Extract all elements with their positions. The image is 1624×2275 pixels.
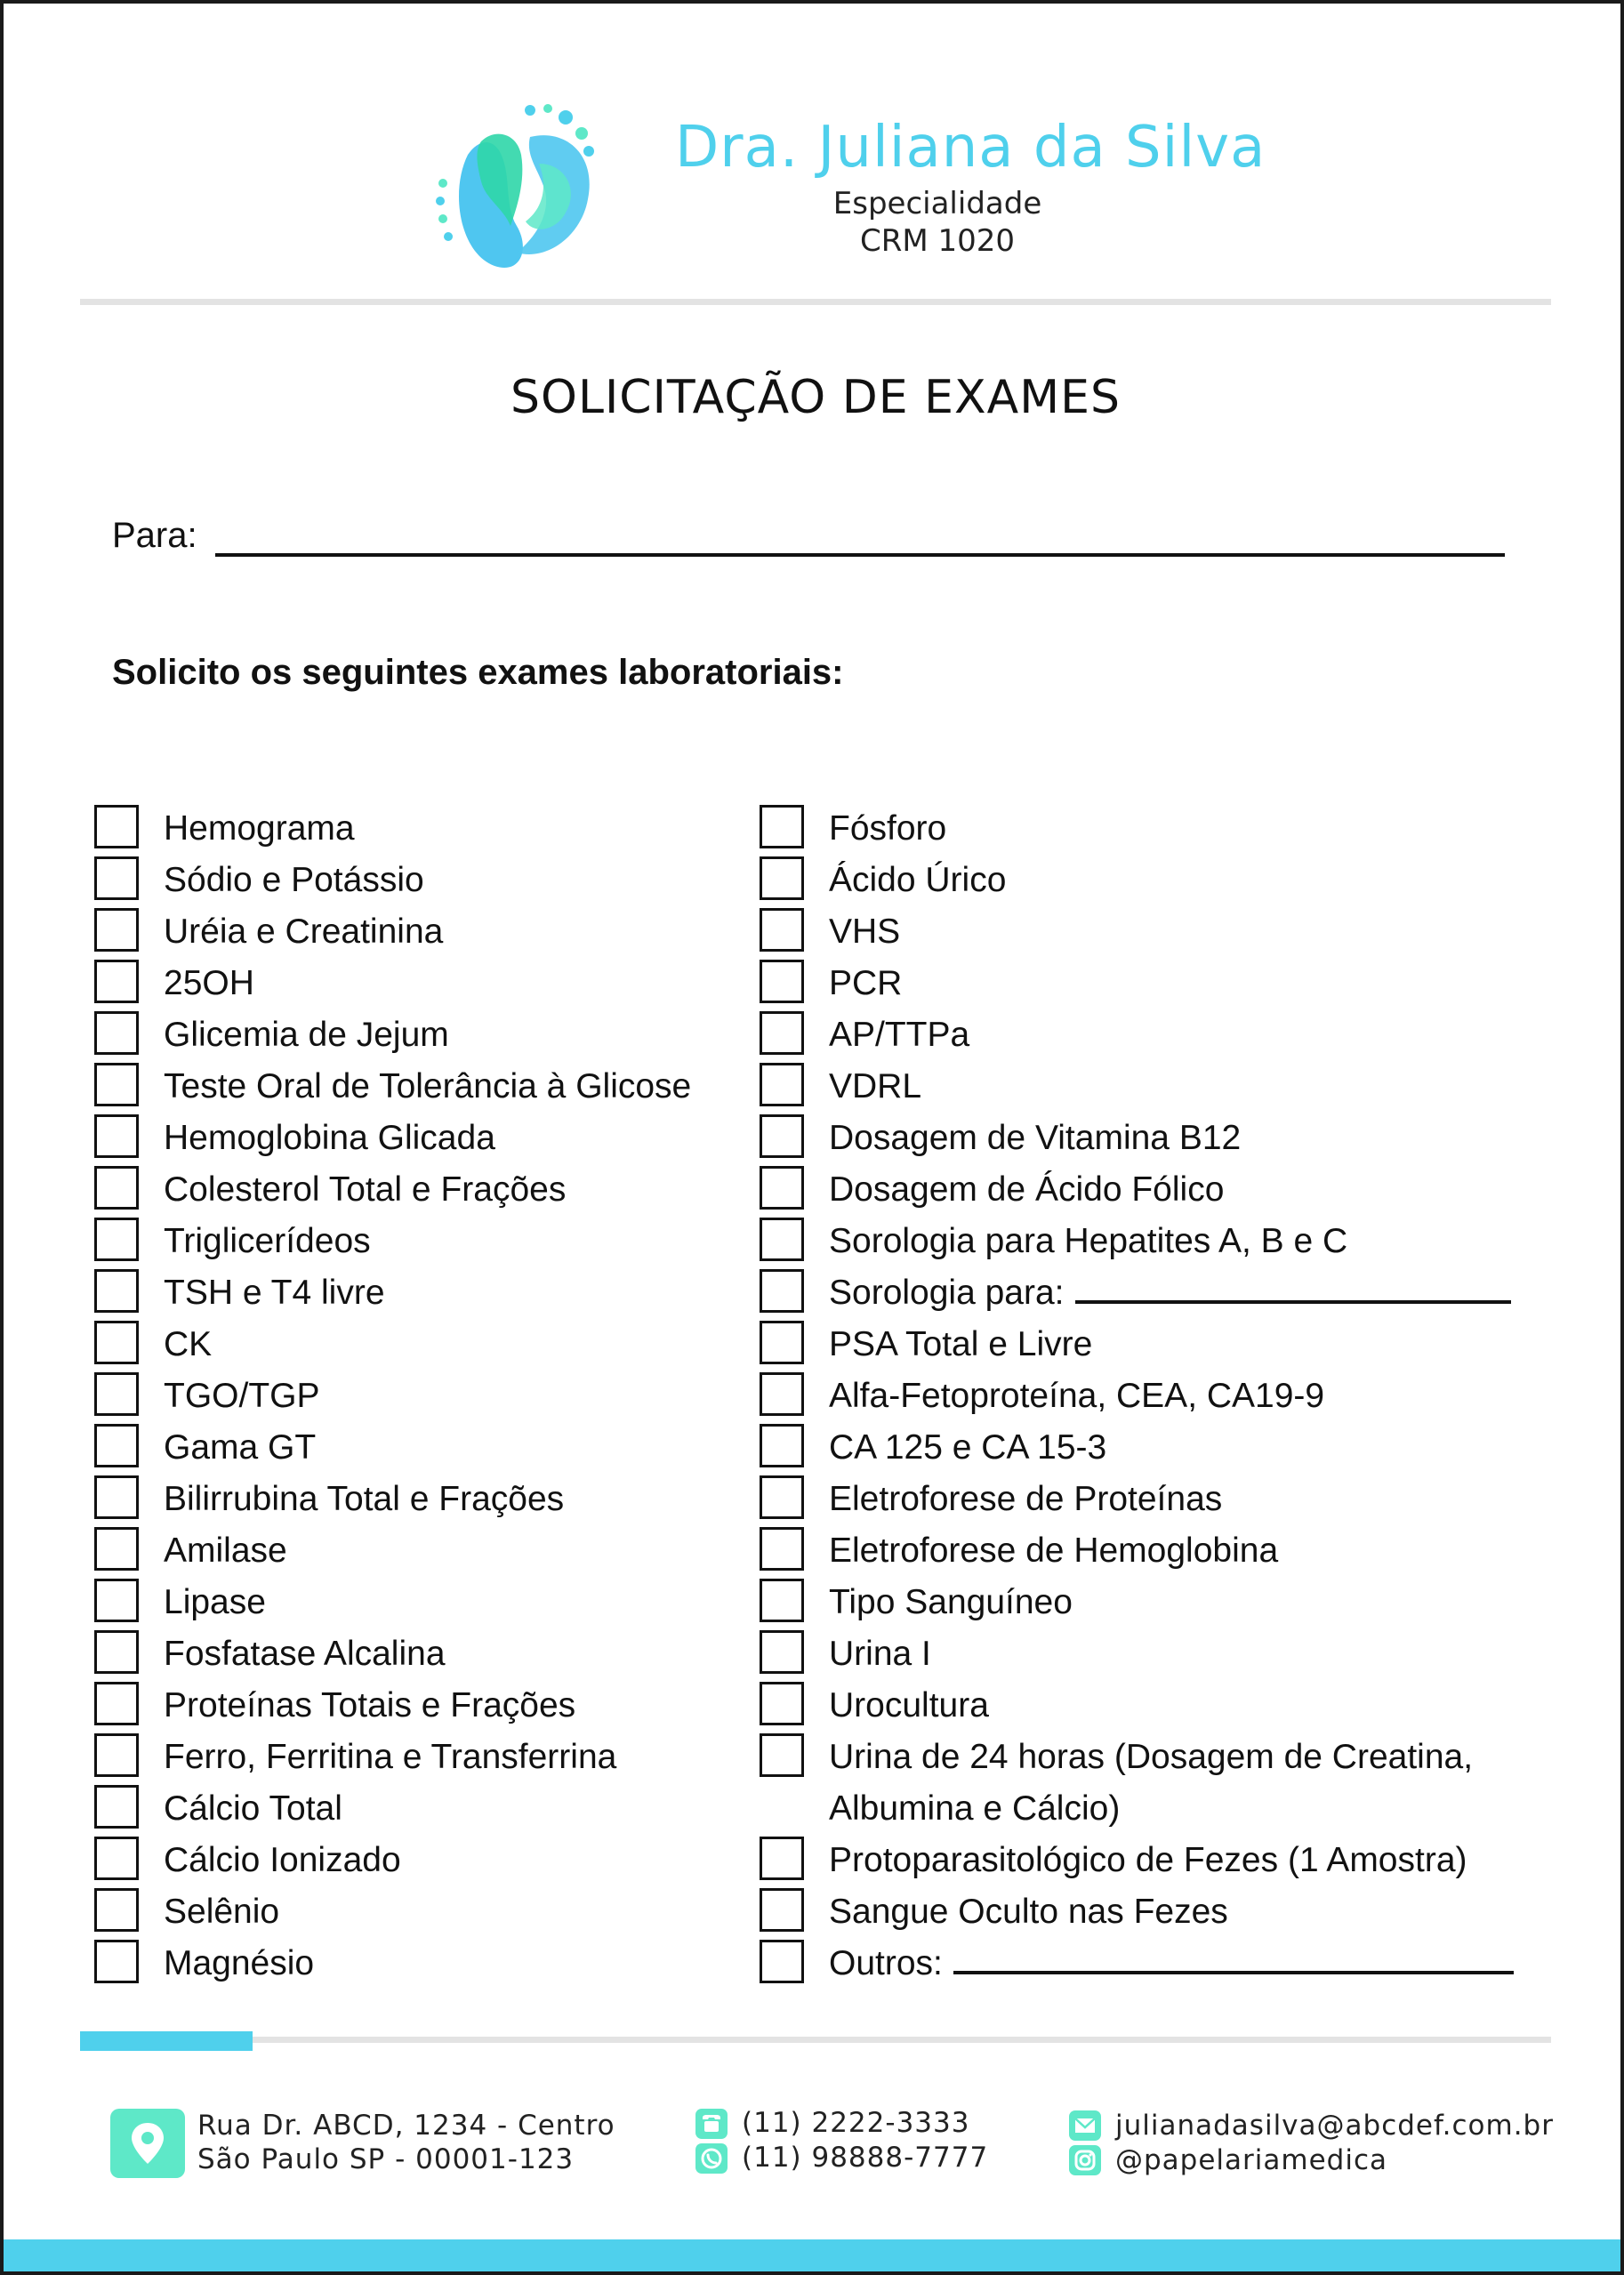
exam-label: Sangue Oculto nas Fezes xyxy=(829,1893,1228,1931)
page-title: SOLICITAÇÃO DE EXAMES xyxy=(511,371,1121,424)
exam-checkbox[interactable] xyxy=(94,1682,139,1725)
exam-label: AP/TTPa xyxy=(829,1016,970,1054)
exam-checkbox[interactable] xyxy=(94,1011,139,1055)
sorologia-label: Sorologia para: xyxy=(829,1274,1065,1312)
exam-checkbox[interactable] xyxy=(760,856,804,900)
exam-checkbox[interactable] xyxy=(94,1785,139,1829)
exam-checkbox[interactable] xyxy=(760,1321,804,1364)
exam-checkbox[interactable] xyxy=(760,1888,804,1932)
exam-checkbox[interactable] xyxy=(94,1372,139,1416)
exam-label: PSA Total e Livre xyxy=(829,1325,1093,1363)
address-line1: Rua Dr. ABCD, 1234 - Centro xyxy=(197,2110,615,2142)
exam-label: Ferro, Ferritina e Transferrina xyxy=(164,1738,617,1776)
exam-label: Gama GT xyxy=(164,1428,317,1467)
foot-logo-icon xyxy=(432,101,619,279)
exam-checkbox[interactable] xyxy=(94,1940,139,1983)
exam-label: Eletroforese de Hemoglobina xyxy=(829,1531,1279,1570)
exam-checkbox[interactable] xyxy=(94,908,139,952)
exam-checkbox[interactable] xyxy=(94,1733,139,1777)
exam-label: Sódio e Potássio xyxy=(164,861,424,899)
exam-label: VDRL xyxy=(829,1067,922,1105)
phone-number: (11) 2222-3333 xyxy=(742,2107,970,2139)
exam-checkbox[interactable] xyxy=(94,805,139,848)
exam-checkbox[interactable] xyxy=(760,1733,804,1777)
exam-checkbox[interactable] xyxy=(94,1321,139,1364)
exam-label: 25OH xyxy=(164,964,254,1002)
exam-label: VHS xyxy=(829,912,901,951)
exam-label: TSH e T4 livre xyxy=(164,1274,385,1312)
exam-checkbox[interactable] xyxy=(94,856,139,900)
exam-label: Sorologia para Hepatites A, B e C xyxy=(829,1222,1348,1260)
whatsapp-number: (11) 98888-7777 xyxy=(742,2142,989,2174)
exam-checkbox[interactable] xyxy=(94,1218,139,1261)
exam-label: Glicemia de Jejum xyxy=(164,1016,449,1054)
exam-checkbox[interactable] xyxy=(760,1372,804,1416)
exam-checkbox[interactable] xyxy=(760,1218,804,1261)
exam-checkbox[interactable] xyxy=(760,1063,804,1106)
exam-label: Proteínas Totais e Frações xyxy=(164,1686,576,1724)
exam-label: Dosagem de Ácido Fólico xyxy=(829,1170,1225,1209)
phone-icon xyxy=(695,2109,728,2139)
exam-checkbox[interactable] xyxy=(760,1114,804,1158)
exam-label: Eletroforese de Proteínas xyxy=(829,1480,1223,1518)
exam-checkbox[interactable] xyxy=(94,1475,139,1519)
exam-label: Bilirrubina Total e Frações xyxy=(164,1480,565,1518)
exam-label: Alfa-Fetoproteína, CEA, CA19-9 xyxy=(829,1377,1325,1415)
doctor-name: Dra. Juliana da Silva xyxy=(675,115,1266,181)
exam-label: Hemoglobina Glicada xyxy=(164,1119,495,1157)
exam-label: Protoparasitológico de Fezes (1 Amostra) xyxy=(829,1841,1467,1879)
exam-checkbox[interactable] xyxy=(760,1579,804,1622)
exam-checkbox[interactable] xyxy=(94,1166,139,1210)
exam-label: Cálcio Total xyxy=(164,1789,342,1828)
exam-checkbox[interactable] xyxy=(760,1424,804,1467)
para-label: Para: xyxy=(112,516,197,555)
exam-checkbox[interactable] xyxy=(760,1527,804,1571)
exam-label: Urina I xyxy=(829,1635,931,1673)
exam-checkbox[interactable] xyxy=(94,1837,139,1880)
exam-label: Fósforo xyxy=(829,809,947,848)
exam-label: Hemograma xyxy=(164,809,355,848)
exam-label: Dosagem de Vitamina B12 xyxy=(829,1119,1242,1157)
exam-label-line1: Urina de 24 horas (Dosagem de Creatina, xyxy=(829,1738,1474,1776)
exam-checkbox[interactable] xyxy=(94,1063,139,1106)
exam-checkbox[interactable] xyxy=(94,1269,139,1313)
doctor-specialty: Especialidade xyxy=(832,186,1042,221)
exam-checkbox[interactable] xyxy=(760,1837,804,1880)
doctor-crm: CRM 1020 xyxy=(859,223,1016,259)
exam-checkbox[interactable] xyxy=(760,908,804,952)
exam-checkbox[interactable] xyxy=(760,1269,804,1313)
exam-label: PCR xyxy=(829,964,903,1002)
exam-label: Selênio xyxy=(164,1893,280,1931)
address-line2: São Paulo SP - 00001-123 xyxy=(197,2143,575,2175)
exam-checkbox[interactable] xyxy=(760,1940,804,1983)
exam-label: Tipo Sanguíneo xyxy=(829,1583,1073,1621)
outros-field[interactable] xyxy=(953,1971,1514,1974)
exam-label: Amilase xyxy=(164,1531,287,1570)
intro-text: Solicito os seguintes exames laboratoriais: xyxy=(112,653,844,692)
exam-label-line2: Albumina e Cálcio) xyxy=(829,1789,1121,1828)
exam-label: Cálcio Ionizado xyxy=(164,1841,401,1879)
exam-label: Magnésio xyxy=(164,1944,315,1982)
exam-checkbox[interactable] xyxy=(760,1630,804,1674)
exam-checkbox[interactable] xyxy=(94,1424,139,1467)
exam-label: Urocultura xyxy=(829,1686,989,1724)
exam-label: TGO/TGP xyxy=(164,1377,320,1415)
exam-label: Fosfatase Alcalina xyxy=(164,1635,446,1673)
instagram-handle: @papelariamedica xyxy=(1115,2144,1387,2176)
email-address: julianadasilva@abcdef.com.br xyxy=(1115,2110,1554,2142)
email-icon xyxy=(1069,2110,1101,2141)
exam-checkbox[interactable] xyxy=(760,1682,804,1725)
exam-checkbox[interactable] xyxy=(760,1475,804,1519)
exam-label: Lipase xyxy=(164,1583,266,1621)
exam-checkbox[interactable] xyxy=(760,1166,804,1210)
exam-checkbox[interactable] xyxy=(94,960,139,1003)
exam-label: Uréia e Creatinina xyxy=(164,912,444,951)
outros-label: Outros: xyxy=(829,1944,943,1982)
map-pin-icon xyxy=(110,2109,185,2178)
exam-label xyxy=(829,1267,1511,1319)
exam-label xyxy=(829,1732,1473,1835)
exam-checkbox[interactable] xyxy=(760,960,804,1003)
exam-checkbox[interactable] xyxy=(94,1579,139,1622)
sorologia-field[interactable] xyxy=(1075,1300,1511,1304)
exam-label: Colesterol Total e Frações xyxy=(164,1170,567,1209)
footer-band xyxy=(4,2239,1620,2271)
exam-checkbox[interactable] xyxy=(760,805,804,848)
para-field[interactable] xyxy=(215,553,1505,557)
exam-checkbox[interactable] xyxy=(94,1114,139,1158)
header-divider xyxy=(80,299,1551,305)
instagram-icon xyxy=(1069,2145,1101,2175)
exam-label: Ácido Úrico xyxy=(829,861,1007,899)
exam-checkbox[interactable] xyxy=(94,1630,139,1674)
exam-label: Teste Oral de Tolerância à Glicose xyxy=(164,1067,692,1105)
exam-checkbox[interactable] xyxy=(760,1011,804,1055)
exam-label: Triglicerídeos xyxy=(164,1222,371,1260)
exam-label: CK xyxy=(164,1325,213,1363)
exam-label xyxy=(829,1938,1514,1990)
footer-accent-bar xyxy=(80,2031,253,2051)
exam-checkbox[interactable] xyxy=(94,1888,139,1932)
exam-label: CA 125 e CA 15-3 xyxy=(829,1428,1107,1467)
whatsapp-icon xyxy=(695,2143,728,2174)
exam-checkbox[interactable] xyxy=(94,1527,139,1571)
footer-divider xyxy=(80,2037,1551,2043)
